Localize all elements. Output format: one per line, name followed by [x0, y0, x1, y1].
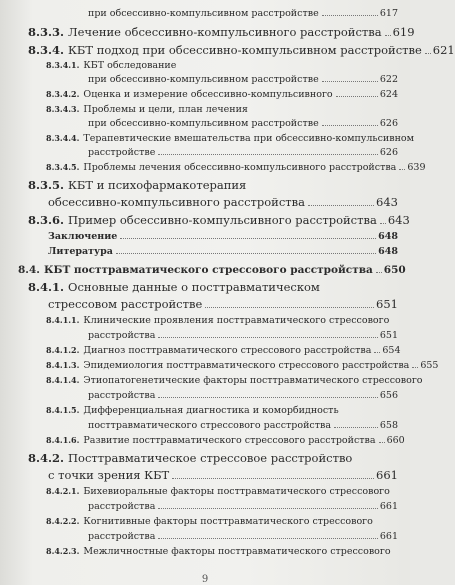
toc-entry-title: Оценка и измерение обсессивно-компульсивного — [83, 89, 333, 100]
toc-entry — [88, 147, 398, 158]
toc-entry — [46, 60, 398, 71]
toc-entry-number: 8.3.4.2. — [46, 89, 80, 99]
toc-entry-page: 654 — [382, 345, 401, 356]
toc-entry-title: стрессовом расстройстве — [48, 297, 203, 311]
dot-leader — [322, 125, 378, 126]
toc-entry-title: Когнитивные факторы посттравматического стрессового — [83, 516, 373, 527]
dot-leader — [116, 253, 376, 254]
toc-entry — [46, 375, 423, 386]
toc-entry — [46, 162, 426, 173]
toc-entry — [88, 531, 398, 542]
toc-entry — [28, 213, 410, 227]
toc-entry-page: 651 — [379, 330, 398, 341]
dot-leader — [374, 352, 380, 353]
toc-entry-page: 656 — [379, 390, 398, 401]
toc-entry-title: Литература — [48, 246, 113, 257]
toc-entry — [88, 330, 398, 341]
toc-entry-title: Диагноз посттравматического стрессового расстройства — [83, 345, 372, 356]
toc-entry-number: 8.3.3. — [28, 25, 65, 39]
toc-entry-page: 643 — [376, 195, 398, 209]
toc-entry-title: Проблемы лечения обсессивно-компульсивного расстройства — [83, 162, 397, 173]
toc-entry-title: расстройстве — [88, 147, 156, 158]
dot-leader — [308, 205, 374, 206]
toc-entry-number: 8.4.1.1. — [46, 315, 80, 325]
toc-entry-title: Эпидемиология посттравматического стрессового расстройства — [83, 360, 410, 371]
toc-entry — [28, 280, 398, 294]
toc-entry-title: при обсессивно-компульсивном расстройстве — [88, 8, 319, 19]
dot-leader — [322, 15, 378, 16]
toc-entry-number: 8.3.4.3. — [46, 104, 80, 114]
toc-entry — [46, 405, 398, 416]
toc-entry — [46, 345, 401, 356]
toc-entry — [28, 451, 398, 465]
toc-entry — [88, 390, 398, 401]
toc-entry-title: Межличностные факторы посттравматического стрессового — [83, 546, 391, 557]
toc-entry — [18, 264, 406, 276]
toc-entry-page: 624 — [379, 89, 398, 100]
toc-entry-title: посттравматического стрессового расстройства — [88, 420, 332, 431]
toc-entry-page: 617 — [379, 8, 398, 19]
dot-leader — [379, 442, 385, 443]
dot-leader — [158, 397, 377, 398]
dot-leader — [385, 35, 391, 36]
toc-entry — [88, 118, 398, 129]
toc-entry-title: при обсессивно-компульсивном расстройстве — [88, 74, 319, 85]
toc-entry — [48, 468, 398, 482]
toc-entry-page: 622 — [379, 74, 398, 85]
toc-entry — [46, 104, 398, 115]
toc-entry — [46, 133, 415, 144]
toc-entry-title: Лечение обсессивно-компульсивного расстройства — [68, 25, 382, 39]
dot-leader — [158, 154, 378, 155]
toc-entry — [88, 8, 398, 19]
dot-leader — [412, 367, 418, 368]
toc-entry — [46, 435, 405, 446]
toc-entry-number: 8.4.2.2. — [46, 516, 80, 526]
toc-entry-number: 8.4.2.3. — [46, 546, 80, 556]
toc-entry-number: 8.4.1.2. — [46, 345, 80, 355]
toc-entry-title: Проблемы и цели, план лечения — [83, 104, 248, 115]
dot-leader — [425, 53, 431, 54]
dot-leader — [399, 169, 405, 170]
toc-entry — [28, 43, 455, 57]
toc-entry-page: 655 — [420, 360, 439, 371]
dot-leader — [158, 538, 377, 539]
dot-leader — [322, 81, 378, 82]
toc-entry — [46, 486, 398, 497]
toc-entry-number: 8.4.2. — [28, 451, 65, 465]
toc-entry-number: 8.4.1.5. — [46, 405, 80, 415]
toc-entry-title: Заключение — [48, 231, 118, 242]
toc-entry-number: 8.3.4. — [28, 43, 65, 57]
toc-entry-title: Посттравматическое стрессовое расстройство — [68, 451, 353, 465]
toc-entry — [88, 74, 398, 85]
dot-leader — [172, 478, 374, 479]
toc-entry — [48, 195, 398, 209]
toc-entry-title: Клинические проявления посттравматического стрессового — [83, 315, 390, 326]
toc-entry — [48, 231, 398, 242]
toc-entry-page: 648 — [378, 246, 398, 257]
toc-entry-page: 626 — [379, 147, 398, 158]
toc-entry-page: 661 — [379, 501, 398, 512]
dot-leader — [376, 272, 382, 273]
page-number: 9 — [201, 574, 209, 585]
toc-entry-number: 8.4. — [18, 264, 40, 276]
toc-entry-title: Развитие посттравматического стрессового расстройства — [83, 435, 376, 446]
toc-entry-title: Дифференциальная диагностика и коморбидность — [83, 405, 339, 416]
dot-leader — [120, 238, 376, 239]
toc-entry-title: с точки зрения КБТ — [48, 468, 170, 482]
toc-entry-page: 650 — [383, 264, 406, 276]
toc-entry — [88, 420, 398, 431]
toc-entry — [28, 25, 415, 39]
toc-entry — [46, 516, 398, 527]
toc-entry — [46, 360, 439, 371]
toc-entry-title: расстройства — [88, 531, 156, 542]
toc-entry-title: при обсессивно-компульсивном расстройстве — [88, 118, 319, 129]
toc-entry-number: 8.4.1. — [28, 280, 65, 294]
toc-entry-title: расстройства — [88, 390, 156, 401]
toc-entry-page: 643 — [387, 213, 410, 227]
toc-entry — [46, 89, 398, 100]
dot-leader — [205, 307, 374, 308]
toc-entry — [48, 297, 398, 311]
toc-entry-title: Основные данные о посттравматическом — [68, 280, 320, 294]
toc-entry-page: 661 — [379, 531, 398, 542]
toc-entry-number: 8.3.4.5. — [46, 162, 80, 172]
toc-entry-number: 8.3.4.1. — [46, 60, 80, 70]
dot-leader — [334, 427, 378, 428]
toc-entry-title: КБТ обследование — [83, 60, 177, 71]
toc-entry-number: 8.3.6. — [28, 213, 65, 227]
toc-entry-number: 8.3.5. — [28, 178, 65, 192]
toc-entry-page: 639 — [407, 162, 426, 173]
toc-entry-title: КБТ посттравматического стрессового расстройства — [43, 264, 373, 276]
toc-entry-number: 8.4.2.1. — [46, 486, 80, 496]
toc-entry-title: расстройства — [88, 501, 156, 512]
toc-entry-title: Терапевтические вмешательства при обсессивно-компульсивном — [83, 133, 415, 144]
toc-entry-page: 626 — [379, 118, 398, 129]
toc-entry — [88, 501, 398, 512]
toc-entry-page: 660 — [386, 435, 405, 446]
toc-entry — [48, 246, 398, 257]
dot-leader — [380, 223, 386, 224]
toc-entry-number: 8.4.1.6. — [46, 435, 80, 445]
toc-entry-title: КБТ подход при обсессивно-компульсивном расстройстве — [68, 43, 422, 57]
toc-entry-title: расстройства — [88, 330, 156, 341]
toc-entry-number: 8.4.1.4. — [46, 375, 80, 385]
toc-entry-page: 648 — [378, 231, 398, 242]
toc-entry-page: 651 — [376, 297, 398, 311]
toc-entry — [46, 546, 398, 557]
toc-entry-page: 619 — [392, 25, 415, 39]
toc-entry — [46, 315, 398, 326]
toc-entry-title: КБТ и психофармакотерапия — [68, 178, 247, 192]
toc-entry-title: Этиопатогенетические факторы посттравматического стрессового — [83, 375, 423, 386]
toc-entry-page: 621 — [432, 43, 455, 57]
toc-entry-title: Пример обсессивно-компульсивного расстройства — [68, 213, 377, 227]
toc-entry-page: 658 — [379, 420, 398, 431]
toc-entry-number: 8.3.4.4. — [46, 133, 80, 143]
toc-entry-title: Бихевиоральные факторы посттравматического стрессового — [83, 486, 390, 497]
toc-entry-number: 8.4.1.3. — [46, 360, 80, 370]
toc-entry — [28, 178, 398, 192]
dot-leader — [336, 96, 378, 97]
toc-entry-page: 661 — [376, 468, 398, 482]
dot-leader — [158, 508, 377, 509]
dot-leader — [158, 337, 377, 338]
toc-entry-title: обсессивно-компульсивного расстройства — [48, 195, 305, 209]
